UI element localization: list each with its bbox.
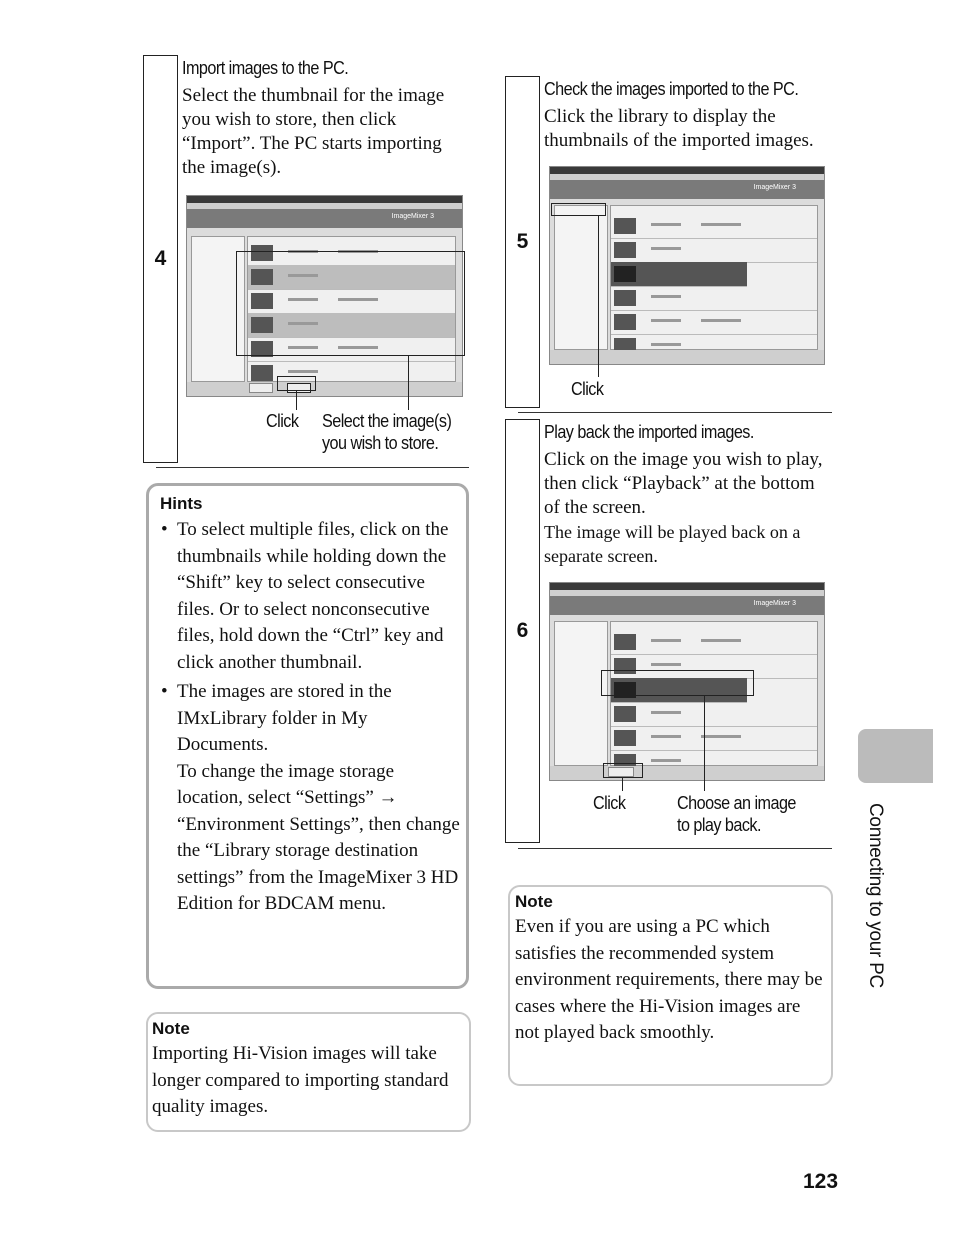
step-4-click-callout: Click — [266, 411, 299, 431]
step-5-screenshot: ImageMixer 3 — [549, 166, 825, 365]
hint-item: • To select multiple files, click on the thumbnails while holding down the “Shift” key to select consecutive files. Or to select nonconsecutive files, hold down the “Ctrl” key and click another thumbnail. — [160, 517, 460, 676]
note-left-text: Importing Hi-Vision images will take longer compared to importing standard quality images. — [152, 1043, 449, 1117]
hint-item: • The images are stored in the IMxLibrary folder in My Documents. To change the image storage location, select “Settings” → “Environment Settings”, then change the “Library storage destination settings” from the ImageMixer 3 HD Edition for BDCAM menu. — [160, 679, 460, 918]
step-6-heading: Play back the imported images. — [544, 422, 754, 442]
step-5-heading: Check the images imported to the PC. — [544, 79, 799, 99]
selection-highlight — [236, 251, 465, 356]
chapter-side-label: Connecting to your PC — [865, 803, 886, 988]
note-right-text: Even if you are using a PC which satisfies the recommended system environment requirements, there may be cases where the Hi-Vision images are not played back smoothly. — [515, 916, 823, 1043]
note-left-title: Note — [152, 1019, 190, 1038]
note-right-title: Note — [515, 892, 553, 911]
step-4-screenshot: ImageMixer 3 — [186, 195, 463, 397]
step-6-choose-callout-line1: Choose an image — [677, 793, 796, 813]
hints-list — [160, 517, 460, 918]
step-4-select-callout-line2: you wish to store. — [322, 433, 439, 453]
step-6-click-callout: Click — [593, 793, 626, 813]
step-6-choose-callout-line2: to play back. — [677, 815, 761, 835]
step-6-screenshot: ImageMixer 3 — [549, 582, 825, 781]
image-choice-highlight — [601, 670, 754, 696]
step-6-number: 6 — [505, 419, 540, 843]
playback-button-highlight — [603, 763, 643, 778]
page-number: 123 — [803, 1170, 839, 1193]
step-6-body-2: The image will be played back on a separate screen. — [544, 522, 801, 566]
step-4-heading: Import images to the PC. — [182, 58, 349, 78]
step-5-number: 5 — [505, 76, 540, 408]
step-5-body: Click the library to display the thumbnails of the imported images. — [544, 106, 814, 151]
chapter-tab — [858, 729, 933, 783]
step-4-number: 4 — [143, 55, 178, 463]
step-4-body: Select the thumbnail for the image you wish to store, then click “Import”. The PC starts importing the image(s). — [182, 85, 445, 178]
step-5-click-callout: Click — [571, 379, 604, 399]
import-button-highlight — [277, 376, 316, 391]
step-4-select-callout-line1: Select the image(s) — [322, 411, 452, 431]
hints-title: Hints — [160, 494, 203, 513]
step-6-body-1: Click on the image you wish to play, then click “Playback” at the bottom of the screen. — [544, 449, 823, 518]
